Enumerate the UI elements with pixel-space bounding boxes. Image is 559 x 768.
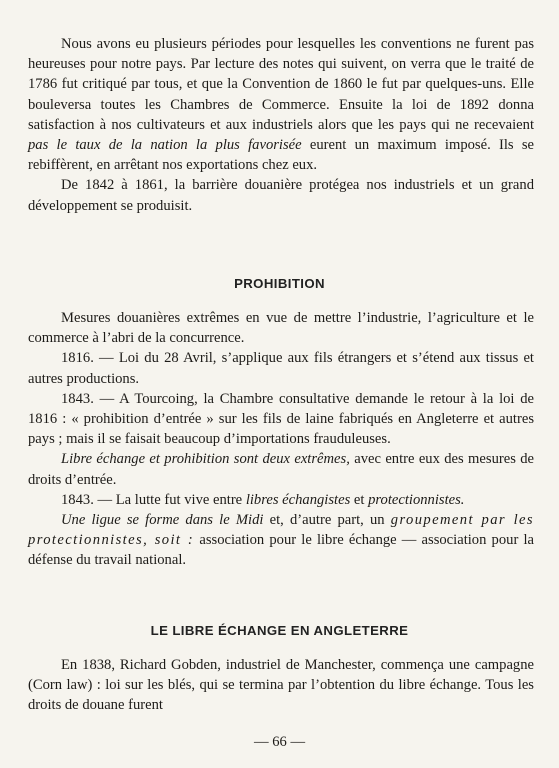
prohibition-paragraph-3: 1843. — A Tourcoing, la Chambre consultative demande le retour à la loi de 1816 : « prohibition d’entrée » sur les fils de laine fabriqués en Angleterre et autres pays ; mais il se faisait beaucoup d’importations frauduleuses. [28, 390, 534, 448]
barrier-paragraph: De 1842 à 1861, la barrière douanière protégea nos industriels et un grand développement se produisit. [28, 177, 534, 214]
libre-echange-heading: LE LIBRE ÉCHANGE EN ANGLETERRE [150, 623, 409, 638]
prohibition-paragraph-4: Libre échange et prohibition sont deux extrêmes, avec entre eux des mesures de droits d’entrée. [28, 451, 535, 488]
libre-echange-section [28, 655, 534, 716]
prohibition-section [28, 308, 534, 571]
prohibition-paragraph-1: Mesures douanières extrêmes en vue de mettre l’industrie, l’agriculture et le commerce à l’abri de la concurrence. [28, 310, 534, 347]
page-number: — 66 — [253, 734, 306, 750]
prohibition-heading: PROHIBITION [234, 276, 325, 291]
prohibition-paragraph-6: Une ligue se forme dans le Midi et, d’autre part, un groupement par les protectionnistes, soit : association pour le libre échange — association pour la défense du travail national. [28, 512, 534, 569]
intro-section [28, 34, 534, 216]
prohibition-paragraph-2: 1816. — Loi du 28 Avril, s’applique aux fils étrangers et s’étend aux tissus et autres productions. [28, 350, 534, 387]
libre-echange-paragraph: En 1838, Richard Gobden, industriel de Manchester, commença une campagne (Corn law) : loi sur les blés, qui se termina par l’obtention du libre échange. Tous les droits de douane furent [28, 657, 534, 714]
intro-paragraph: Nous avons eu plusieurs périodes pour lesquelles les conventions ne furent pas heureuses pour notre pays. Par lecture des notes qui suivent, on verra que le traité de 1786 fut critiqué par tous, et que la Convention de 1860 le fut par quelques-uns. Elle bouleversa toutes les Chambres de Commerce. Ensuite la loi de 1892 donna satisfaction à nos cultivateurs et aux industriels alors que les pays qui ne recevaient pas le taux de la nation la plus favorisée eurent un maximum imposé. Ils se rebiffèrent, en arrêtant nos exportations chez eux. [28, 36, 534, 174]
italic-phrase: pas le taux de la nation la plus favorisée [28, 137, 302, 154]
prohibition-paragraph-5: 1843. — La lutte fut vive entre libres échangistes et protectionnistes. [61, 491, 465, 508]
